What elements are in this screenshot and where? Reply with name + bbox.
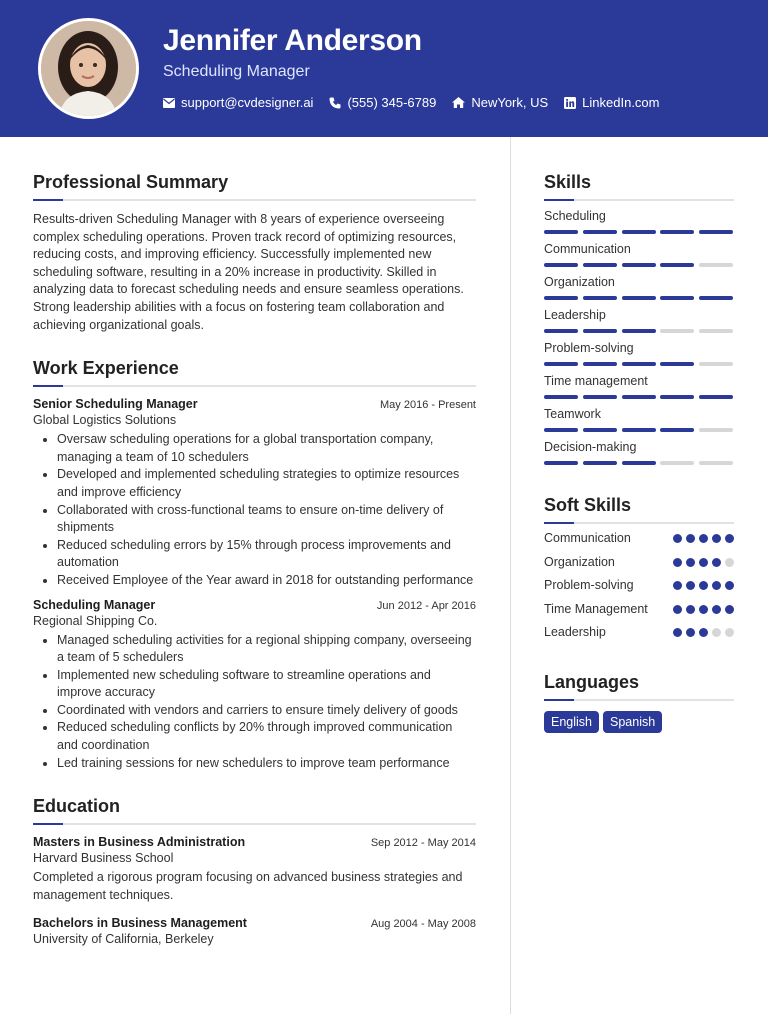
section-rule: [33, 823, 476, 825]
education-description: Completed a rigorous program focusing on advanced business strategies and management techniques.: [33, 870, 463, 902]
skill-level-bar: [544, 461, 733, 465]
summary-text: Results-driven Scheduling Manager with 8 years of experience overseeing complex scheduling operations. Proven track record of optimizing resources, reducing costs, and improving efficiency. Successfully implemented new scheduling software, resulting in a 20% increase in productivity. Skilled in analyzing data to forecast scheduling needs and ensure seamless operations. Strong leadership abilities with a focus on fostering team collaboration and achieving organizational goals.: [33, 212, 464, 332]
language-badge: English: [544, 711, 599, 733]
contact-email-text: support@cvdesigner.ai: [181, 95, 314, 110]
skill-level-segment: [544, 362, 578, 366]
degree-title: Bachelors in Business Management: [33, 916, 247, 931]
languages-heading: Languages: [544, 671, 640, 692]
contact-location: [452, 95, 548, 110]
skill-level-bar: [544, 428, 733, 432]
soft-skill-name: Leadership: [544, 625, 606, 640]
skill-item: [544, 308, 734, 333]
rating-dot: [712, 605, 721, 614]
rating-dot: [699, 534, 708, 543]
skill-level-segment: [622, 230, 656, 234]
list-item: • Reduced scheduling conflicts by 20% through improved communication and coordination: [57, 719, 476, 754]
skill-level-segment: [660, 461, 694, 465]
skill-item: [544, 407, 734, 432]
skill-name: Decision-making: [544, 440, 637, 454]
list-item: • Coordinated with vendors and carriers to ensure timely delivery of goods: [57, 702, 476, 720]
skill-level-segment: [699, 362, 733, 366]
skill-level-bar: [544, 362, 733, 366]
skill-level-bar: [544, 395, 733, 399]
rating-dot: [725, 558, 734, 567]
linkedin-icon: [564, 97, 576, 109]
skill-level-segment: [699, 395, 733, 399]
list-item: • Received Employee of the Year award in 2018 for outstanding performance: [57, 572, 476, 590]
school-name: University of California, Berkeley: [33, 932, 214, 947]
rating-dot: [699, 558, 708, 567]
rating-dot: [673, 628, 682, 637]
candidate-title: Scheduling Manager: [163, 63, 310, 80]
summary-heading: Professional Summary: [33, 172, 229, 192]
skill-name: Organization: [544, 275, 615, 289]
skill-level-segment: [544, 395, 578, 399]
soft-skills-heading: Soft Skills: [544, 495, 632, 515]
soft-skill-rating: [669, 534, 734, 543]
skill-level-segment: [583, 329, 617, 333]
skill-level-segment: [544, 428, 578, 432]
list-item: • Developed and implemented scheduling strategies to optimize resources and improve efficiency: [57, 466, 476, 501]
skill-level-segment: [583, 296, 617, 300]
soft-skill-name: Communication: [544, 531, 631, 545]
skill-level-segment: [622, 296, 656, 300]
list-item: • Collaborated with cross-functional teams to ensure on-time delivery of shipments: [57, 502, 476, 537]
skill-level-bar: [544, 230, 733, 234]
skill-name: Teamwork: [544, 407, 601, 421]
soft-skill-item: [544, 554, 734, 572]
rating-dot: [686, 605, 695, 614]
main-column: [33, 172, 476, 946]
rating-dot: [686, 558, 695, 567]
skill-name: Communication: [544, 242, 631, 256]
skill-level-segment: [544, 296, 578, 300]
skill-level-segment: [699, 230, 733, 234]
candidate-name: Jennifer Anderson: [163, 24, 422, 57]
job-entry: [33, 598, 476, 773]
skills-list: [544, 209, 734, 465]
languages-section: [544, 672, 734, 733]
soft-skill-item: [544, 624, 734, 642]
skill-level-segment: [583, 428, 617, 432]
skill-level-segment: [544, 329, 578, 333]
list-item: • Led training sessions for new schedulers to improve team performance: [57, 755, 476, 773]
rating-dot: [725, 581, 734, 590]
soft-skills-section: [544, 495, 734, 642]
skill-level-segment: [660, 395, 694, 399]
job-company: Regional Shipping Co.: [33, 613, 158, 628]
contact-linkedin-text: LinkedIn.com: [582, 95, 660, 110]
column-divider: [510, 137, 511, 1014]
rating-dot: [686, 628, 695, 637]
job-date: May 2016 - Present: [380, 399, 476, 412]
education-entry: [33, 916, 476, 946]
soft-skill-name: Problem-solving: [544, 578, 634, 593]
skills-heading: Skills: [544, 172, 592, 192]
soft-skill-name: Time Management: [544, 601, 648, 616]
skill-level-segment: [583, 362, 617, 366]
skill-level-segment: [622, 329, 656, 333]
education-date: Sep 2012 - May 2014: [370, 837, 476, 850]
contact-linkedin[interactable]: [564, 95, 659, 110]
contact-phone-text: (555) 345-6789: [347, 95, 437, 110]
home-icon: [452, 97, 465, 108]
languages-list: [544, 711, 734, 733]
section-rule: [33, 385, 476, 387]
skill-level-segment: [622, 461, 656, 465]
contact-phone[interactable]: [329, 95, 436, 110]
job-entry: [33, 397, 476, 589]
skill-level-segment: [660, 230, 694, 234]
resume-header: [0, 0, 768, 137]
list-item: • Implemented new scheduling software to streamline operations and improve accuracy: [57, 667, 476, 702]
soft-skill-item: [544, 577, 734, 595]
rating-dot: [673, 534, 682, 543]
avatar: [38, 18, 139, 119]
language-badge: Spanish: [603, 711, 662, 733]
rating-dot: [712, 628, 721, 637]
soft-skill-name: Organization: [544, 554, 615, 569]
contact-list: [163, 95, 676, 110]
job-date: Jun 2012 - Apr 2016: [376, 599, 476, 612]
skill-level-bar: [544, 329, 733, 333]
summary-section: [33, 172, 476, 334]
education-heading: Education: [33, 796, 121, 817]
skill-name: Time management: [544, 374, 648, 388]
rating-dot: [725, 605, 734, 614]
skill-level-segment: [660, 329, 694, 333]
job-bullets: [33, 431, 476, 589]
list-item: • Managed scheduling activities for a regional shipping company, overseeing a team of 5 schedulers: [57, 632, 476, 667]
skill-level-segment: [583, 395, 617, 399]
job-title: Scheduling Manager: [33, 597, 156, 612]
skill-level-segment: [583, 263, 617, 267]
skill-level-segment: [660, 296, 694, 300]
skill-level-segment: [699, 263, 733, 267]
rating-dot: [699, 628, 708, 637]
rating-dot: [673, 581, 682, 590]
skill-level-segment: [544, 461, 578, 465]
skill-level-segment: [699, 329, 733, 333]
skill-level-segment: [544, 263, 578, 267]
education-section: [33, 796, 476, 946]
list-item: • Oversaw scheduling operations for a global transportation company, managing a team of 10 schedulers: [57, 431, 476, 466]
job-title: Senior Scheduling Manager: [33, 397, 198, 412]
skill-level-segment: [699, 296, 733, 300]
section-rule: [544, 699, 734, 701]
skill-item: [544, 440, 734, 465]
skill-item: [544, 209, 734, 234]
skill-level-segment: [583, 461, 617, 465]
profile-photo-icon: [41, 21, 136, 116]
soft-skill-rating: [669, 558, 734, 567]
rating-dot: [686, 534, 695, 543]
skill-name: Scheduling: [544, 209, 606, 223]
skill-level-segment: [699, 428, 733, 432]
skill-item: [544, 242, 734, 267]
skill-level-segment: [583, 230, 617, 234]
skill-level-segment: [622, 395, 656, 399]
rating-dot: [699, 605, 708, 614]
skill-level-segment: [660, 428, 694, 432]
skill-item: [544, 374, 734, 399]
rating-dot: [725, 534, 734, 543]
skill-item: [544, 341, 734, 366]
skill-name: Problem-solving: [544, 341, 634, 355]
rating-dot: [712, 534, 721, 543]
skill-level-bar: [544, 263, 733, 267]
skill-level-segment: [660, 263, 694, 267]
soft-skill-rating: [669, 628, 734, 637]
phone-icon: [329, 97, 341, 109]
section-rule: [33, 199, 476, 201]
school-name: Harvard Business School: [33, 851, 174, 866]
skill-level-segment: [622, 362, 656, 366]
list-item: • Reduced scheduling errors by 15% through process improvements and automation: [57, 537, 476, 572]
rating-dot: [712, 581, 721, 590]
skills-section: [544, 172, 734, 465]
skill-item: [544, 275, 734, 300]
soft-skills-list: [544, 530, 734, 642]
side-column: [544, 172, 734, 733]
education-entry: [33, 835, 476, 904]
rating-dot: [699, 581, 708, 590]
section-rule: [544, 522, 734, 524]
skill-level-segment: [622, 428, 656, 432]
rating-dot: [712, 558, 721, 567]
degree-title: Masters in Business Administration: [33, 835, 246, 850]
contact-location-text: NewYork, US: [471, 95, 549, 110]
rating-dot: [673, 558, 682, 567]
soft-skill-rating: [669, 605, 734, 614]
skill-level-segment: [660, 362, 694, 366]
soft-skill-item: [544, 601, 734, 619]
rating-dot: [673, 605, 682, 614]
skill-level-bar: [544, 296, 733, 300]
job-bullets: [33, 632, 476, 773]
experience-section: [33, 358, 476, 772]
job-company: Global Logistics Solutions: [33, 413, 177, 428]
rating-dot: [686, 581, 695, 590]
rating-dot: [725, 628, 734, 637]
experience-heading: Work Experience: [33, 358, 179, 379]
skill-level-segment: [544, 230, 578, 234]
skill-name: Leadership: [544, 308, 606, 322]
envelope-icon: [163, 98, 175, 108]
skill-level-segment: [699, 461, 733, 465]
contact-email[interactable]: [163, 95, 313, 110]
soft-skill-rating: [669, 581, 734, 590]
soft-skill-item: [544, 530, 734, 548]
section-rule: [544, 199, 734, 201]
skill-level-segment: [622, 263, 656, 267]
education-date: Aug 2004 - May 2008: [370, 918, 476, 931]
